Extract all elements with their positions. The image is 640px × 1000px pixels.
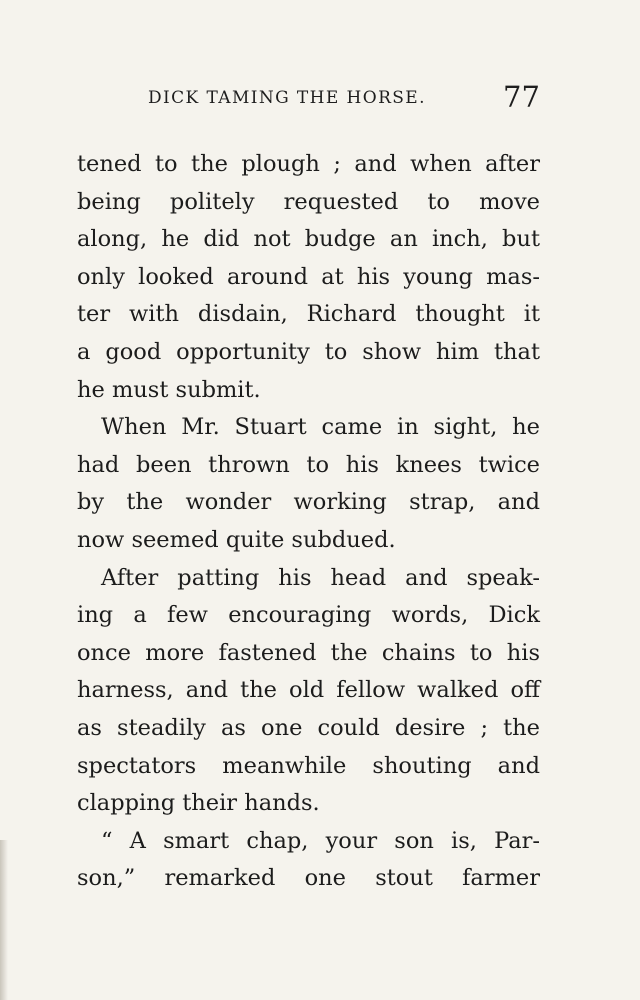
text-line: now seemed quite subdued. (77, 526, 396, 553)
paragraph-start-line: “ A smart chap, your son is, Par- (101, 827, 540, 854)
text-line: once more fastened the chains to his (77, 639, 540, 666)
text-line: spectators meanwhile shouting and (77, 752, 540, 779)
body-text (77, 146, 540, 898)
text-line: ing a few encouraging words, Dick (77, 602, 540, 629)
text-line: as steadily as one could desire ; the (77, 714, 540, 741)
text-line: being politely requested to move (77, 188, 540, 215)
text-line: had been thrown to his knees twice (77, 451, 540, 478)
text-line: along, he did not budge an inch, but (77, 226, 540, 253)
paragraph-start-line: When Mr. Stuart came in sight, he (101, 414, 540, 441)
page-number: 77 (503, 80, 540, 114)
running-head-title: DICK TAMING THE HORSE. (148, 88, 426, 108)
text-line: he must submit. (77, 376, 261, 403)
text-line: clapping their hands. (77, 790, 320, 817)
page-edge-shadow (0, 840, 8, 1000)
text-line: by the wonder working strap, and (77, 489, 540, 516)
text-line: ter with disdain, Richard thought it (77, 301, 540, 328)
text-line: son,” remarked one stout farmer (77, 865, 540, 892)
paragraph-start-line: After patting his head and speak- (101, 564, 540, 591)
text-line: a good opportunity to show him that (77, 338, 540, 365)
text-line: only looked around at his young mas- (77, 263, 540, 290)
text-line: harness, and the old fellow walked off (77, 677, 540, 704)
text-line: tened to the plough ; and when after (77, 151, 540, 177)
